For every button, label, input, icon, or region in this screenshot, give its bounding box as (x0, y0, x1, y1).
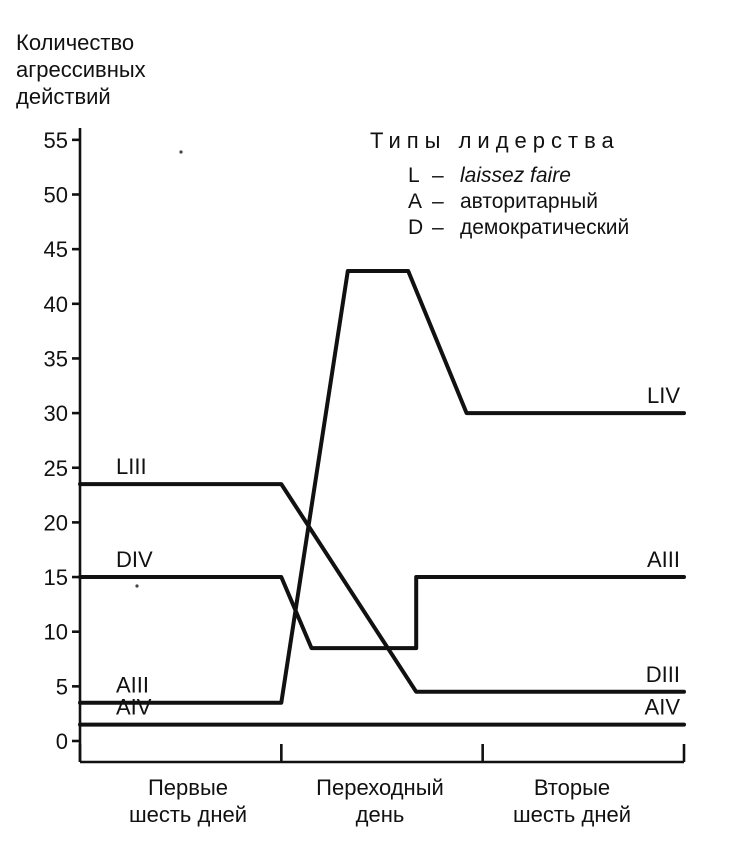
series-layer (80, 271, 684, 725)
legend-text: авторитарный (460, 190, 599, 213)
x-category-line-1: Вторые (533, 775, 611, 800)
legend-entry-l (408, 164, 571, 187)
series-start-label: AIV (116, 694, 152, 720)
y-tick-label: 30 (43, 401, 68, 427)
scan-speck (135, 584, 138, 587)
labels-layer (116, 383, 680, 720)
x-category-line-1: Переходный (316, 775, 444, 800)
x-category-1 (129, 775, 247, 827)
y-tick-label: 40 (43, 291, 68, 317)
series-end-label: LIV (646, 383, 680, 409)
y-axis-label-line-3: действий (16, 84, 111, 109)
y-tick-label: 10 (43, 619, 68, 645)
legend-code: A (408, 190, 423, 213)
legend-text: laissez faire (460, 164, 571, 187)
x-category-3 (513, 775, 631, 827)
legend-separator: – (432, 164, 444, 187)
y-axis-label-line-2: агрессивных (16, 57, 146, 82)
legend-entry-a (408, 190, 598, 213)
y-tick-label: 5 (55, 674, 68, 700)
x-category-line-2: шесть дней (128, 802, 248, 827)
y-tick-label: 50 (43, 182, 68, 208)
scan-speck (179, 150, 182, 153)
legend-separator: – (432, 190, 444, 213)
x-category-line-1: Первые (147, 775, 229, 800)
y-axis-label-line-1: Количество (16, 30, 135, 55)
legend-title: Типы лидерства (370, 128, 620, 153)
series-start-label: AIII (116, 672, 150, 698)
y-tick-label: 35 (43, 346, 68, 372)
y-tick-label: 25 (43, 455, 68, 481)
legend-text: демократический (460, 216, 630, 239)
y-tick-label: 0 (55, 729, 68, 754)
legend-code: L (408, 164, 420, 187)
y-tick-label: 55 (43, 127, 68, 153)
legend-entry-d (408, 216, 629, 239)
y-tick-label: 15 (43, 565, 68, 591)
y-tick-label: 45 (43, 237, 68, 263)
x-category-line-2: день (355, 802, 405, 827)
y-tick-label: 20 (43, 510, 68, 536)
series-line-liii (80, 484, 684, 692)
series-end-label: AIV (644, 694, 680, 720)
legend-separator: – (432, 216, 444, 239)
series-end-label: AIII (646, 547, 680, 573)
series-start-label: DIV (116, 547, 153, 573)
x-category-line-2: шесть дней (512, 802, 632, 827)
series-start-label: LIII (116, 454, 147, 480)
x-category-2 (316, 775, 444, 827)
series-end-label: DIII (645, 661, 680, 687)
legend-code: D (408, 216, 424, 239)
